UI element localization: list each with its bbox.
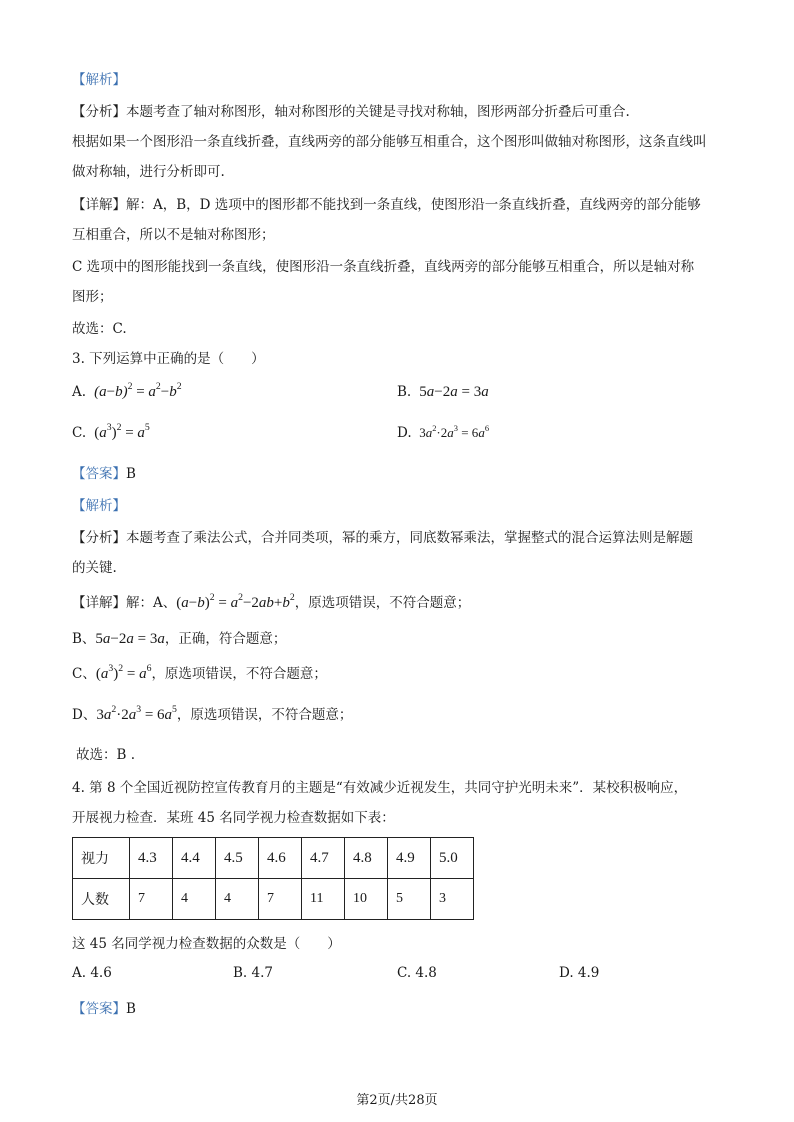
question-stem: 4. 第 8 个全国近视防控宣传教育月的主题是“有效减少近视发生，共同守护光明未来”．某校积极响应，	[72, 780, 688, 796]
table-cell: 4	[216, 879, 259, 920]
formula: 5a−2a = 3a	[95, 631, 165, 647]
step-label: D、	[72, 707, 97, 723]
detail-text-line: 图形；	[72, 289, 113, 305]
table-cell: 4	[173, 879, 216, 920]
analysis-heading: 【解析】	[72, 498, 126, 514]
analysis-text-line: 的关键.	[72, 560, 117, 576]
table-cell: 4.6	[259, 838, 302, 879]
option-d	[397, 425, 489, 441]
answer-line	[72, 997, 136, 1017]
option-d: D. 4.9	[559, 965, 600, 981]
formula: $3a^2\cdot 2a^3 = 6a^5$	[96, 704, 177, 723]
analysis-text: 本题考查了轴对称图形，轴对称图形的关键是寻找对称轴，图形两部分折叠后可重合.	[126, 104, 630, 120]
analysis-paragraph	[72, 100, 630, 120]
formula: $(a-b)^2 = a^2-b^2$	[90, 381, 182, 400]
page-footer: 第2页/共28页	[356, 1093, 438, 1108]
detail-step-d	[72, 703, 352, 724]
table-row-header: 人数	[73, 879, 130, 920]
table-row-header: 视力	[73, 838, 130, 879]
option-b	[397, 384, 489, 401]
analysis-heading: 【解析】	[72, 72, 126, 88]
table-cell: 4.3	[130, 838, 173, 879]
table-cell: 10	[345, 879, 388, 920]
table-row	[73, 879, 474, 920]
table-cell: 3	[431, 879, 474, 920]
table-cell: 7	[259, 879, 302, 920]
analysis-paragraph	[72, 526, 693, 546]
answer-tag: 【答案】	[72, 1001, 126, 1017]
vision-table	[72, 837, 474, 920]
formula: $(a^3)^2 = a^6$	[95, 663, 152, 682]
table-cell: 5.0	[431, 838, 474, 879]
option-label: D.	[397, 425, 412, 441]
analysis-tag: 【分析】	[72, 104, 126, 120]
option-c	[72, 422, 150, 442]
question-prompt: 这 45 名同学视力检查数据的众数是（ ）	[72, 936, 341, 952]
analysis-text-line: 根据如果一个图形沿一条直线折叠，直线两旁的部分能够互相重合，这个图形叫做轴对称图形，这条直线叫	[72, 134, 707, 150]
formula: 5a−2a = 3a	[419, 384, 489, 400]
option-c: C. 4.8	[397, 965, 437, 981]
detail-text: 解：A，B，D 选项中的图形都不能找到一条直线，使图形沿一条直线折叠，直线两旁的部分能够	[126, 197, 701, 213]
table-cell: 4.9	[388, 838, 431, 879]
option-label: C.	[72, 425, 87, 441]
step-label: 解：A、	[126, 595, 177, 611]
table-cell: 4.5	[216, 838, 259, 879]
detail-text-line: 互相重合，所以不是轴对称图形；	[72, 227, 275, 243]
table-cell: 5	[388, 879, 431, 920]
answer-tag: 【答案】	[72, 466, 126, 482]
analysis-tag: 【分析】	[72, 530, 126, 546]
question-stem-line: 开展视力检查．某班 45 名同学视力检查数据如下表：	[72, 810, 395, 826]
table-cell: 11	[302, 879, 345, 920]
formula: $(a^3)^2 = a^5$	[94, 422, 150, 441]
choice-conclusion: 故选：C.	[72, 321, 127, 337]
analysis-text: 本题考查了乘法公式，合并同类项，幂的乘方，同底数幂乘法，掌握整式的混合运算法则是解题	[126, 530, 693, 546]
answer-value: B	[126, 1001, 136, 1017]
step-note: ，原选项错误，不符合题意；	[294, 595, 471, 611]
detail-paragraph	[72, 193, 701, 213]
step-note: ，正确，符合题意；	[164, 631, 287, 647]
table-cell: 7	[130, 879, 173, 920]
step-label: C、	[72, 666, 96, 682]
step-note: ，原选项错误，不符合题意；	[176, 707, 353, 723]
detail-tag: 【详解】	[72, 595, 126, 611]
table-cell: 4.7	[302, 838, 345, 879]
detail-tag: 【详解】	[72, 197, 126, 213]
step-note: ，原选项错误，不符合题意；	[151, 666, 327, 682]
option-a: A. 4.6	[72, 965, 112, 981]
option-a	[72, 381, 182, 401]
detail-text-line: C 选项中的图形能找到一条直线，使图形沿一条直线折叠，直线两旁的部分能够互相重合，所以是轴对称	[72, 259, 695, 275]
detail-step-c	[72, 662, 327, 683]
formula: $(a-b)^2 = a^2-2ab+b^2$	[176, 592, 295, 611]
question-stem: 3. 下列运算中正确的是（ ）	[72, 351, 265, 367]
step-label: B、	[72, 631, 96, 647]
table-cell: 4.4	[173, 838, 216, 879]
answer-line	[72, 462, 136, 482]
option-b: B. 4.7	[233, 965, 273, 981]
option-label: A.	[72, 384, 87, 400]
detail-step-a	[72, 591, 470, 612]
answer-value: B	[126, 466, 136, 482]
option-label: B.	[397, 384, 412, 400]
choice-conclusion: 故选：B .	[76, 747, 136, 763]
formula: $3a^2\cdot 2a^3 = 6a^6$	[419, 423, 490, 440]
table-row	[73, 838, 474, 879]
analysis-text-line: 做对称轴，进行分析即可.	[72, 164, 225, 180]
table-cell: 4.8	[345, 838, 388, 879]
detail-step-b	[72, 627, 286, 648]
